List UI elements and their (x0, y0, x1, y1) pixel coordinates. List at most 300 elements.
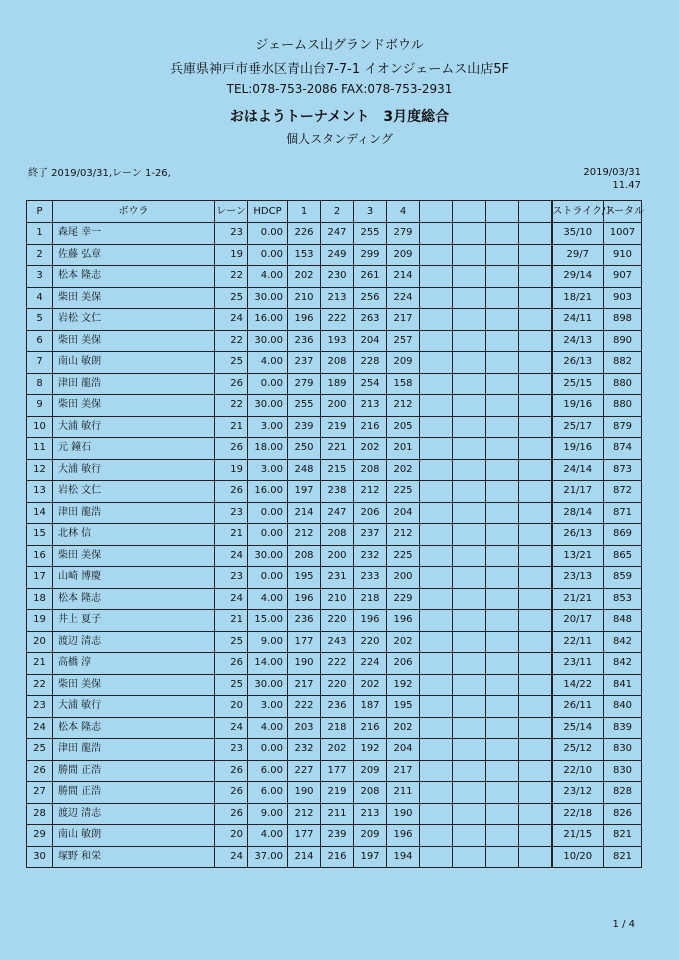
rank-cell: 12 (27, 459, 53, 481)
game-3-cell: 237 (354, 524, 387, 546)
venue-name: ジェームス山グランドボウル (255, 38, 424, 53)
game-1-cell: 196 (288, 588, 321, 610)
empty-game-cell (486, 567, 519, 589)
empty-game-cell (519, 266, 552, 288)
table-row (27, 438, 642, 460)
bowler-name-cell: 柴田 美保 (53, 395, 215, 417)
empty-game-cell (486, 610, 519, 632)
bowler-name-cell: 勝間 正浩 (53, 782, 215, 804)
lane-cell: 22 (215, 395, 248, 417)
strike-spare-cell: 21/21 (552, 588, 604, 610)
strike-spare-cell: 23/12 (552, 782, 604, 804)
rank-cell: 28 (27, 803, 53, 825)
empty-game-cell (486, 244, 519, 266)
empty-game-cell (453, 373, 486, 395)
standings-table (26, 200, 642, 868)
empty-game-cell (420, 696, 453, 718)
bowler-name-cell: 元 鐘石 (53, 438, 215, 460)
empty-game-cell (420, 416, 453, 438)
table-row (27, 717, 642, 739)
rank-cell: 8 (27, 373, 53, 395)
hdcp-cell: 18.00 (248, 438, 288, 460)
empty-game-cell (519, 502, 552, 524)
empty-game-cell (519, 309, 552, 331)
lane-cell: 19 (215, 244, 248, 266)
column-header: 2 (321, 201, 354, 223)
strike-spare-cell: 20/17 (552, 610, 604, 632)
game-4-cell: 194 (387, 846, 420, 868)
game-2-cell: 222 (321, 309, 354, 331)
game-4-cell: 158 (387, 373, 420, 395)
empty-game-cell (453, 545, 486, 567)
game-3-cell: 206 (354, 502, 387, 524)
hdcp-cell: 14.00 (248, 653, 288, 675)
game-2-cell: 220 (321, 674, 354, 696)
game-4-cell: 205 (387, 416, 420, 438)
lane-cell: 25 (215, 674, 248, 696)
table-row (27, 696, 642, 718)
empty-game-cell (420, 825, 453, 847)
game-1-cell: 210 (288, 287, 321, 309)
rank-cell: 24 (27, 717, 53, 739)
rank-cell: 15 (27, 524, 53, 546)
hdcp-cell: 6.00 (248, 782, 288, 804)
lane-cell: 25 (215, 352, 248, 374)
empty-game-cell (453, 674, 486, 696)
bowler-name-cell: 岩松 文仁 (53, 309, 215, 331)
total-cell: 874 (604, 438, 642, 460)
empty-game-cell (453, 416, 486, 438)
empty-game-cell (453, 352, 486, 374)
empty-game-cell (519, 588, 552, 610)
table-row (27, 352, 642, 374)
empty-game-cell (519, 782, 552, 804)
lane-cell: 25 (215, 631, 248, 653)
rank-cell: 21 (27, 653, 53, 675)
table-row (27, 825, 642, 847)
table-row (27, 588, 642, 610)
lane-cell: 21 (215, 416, 248, 438)
game-3-cell: 220 (354, 631, 387, 653)
empty-game-cell (486, 760, 519, 782)
column-header: 4 (387, 201, 420, 223)
game-3-cell: 224 (354, 653, 387, 675)
rank-cell: 5 (27, 309, 53, 331)
table-row (27, 803, 642, 825)
total-cell: 830 (604, 739, 642, 761)
empty-game-cell (420, 309, 453, 331)
game-2-cell: 220 (321, 610, 354, 632)
empty-game-cell (486, 696, 519, 718)
game-3-cell: 212 (354, 481, 387, 503)
total-cell: 830 (604, 760, 642, 782)
empty-game-cell (420, 610, 453, 632)
strike-spare-cell: 22/18 (552, 803, 604, 825)
rank-cell: 27 (27, 782, 53, 804)
game-3-cell: 208 (354, 782, 387, 804)
game-4-cell: 201 (387, 438, 420, 460)
game-3-cell: 218 (354, 588, 387, 610)
table-row (27, 674, 642, 696)
end-info: 終了 2019/03/31,レーン 1-26, (28, 168, 171, 179)
empty-game-cell (453, 717, 486, 739)
hdcp-cell: 4.00 (248, 352, 288, 374)
empty-game-cell (453, 760, 486, 782)
column-header: 1 (288, 201, 321, 223)
empty-game-cell (453, 438, 486, 460)
lane-cell: 23 (215, 502, 248, 524)
rank-cell: 18 (27, 588, 53, 610)
rank-cell: 16 (27, 545, 53, 567)
game-3-cell: 202 (354, 674, 387, 696)
empty-game-cell (486, 438, 519, 460)
bowler-name-cell: 柴田 美保 (53, 287, 215, 309)
empty-game-cell (519, 287, 552, 309)
strike-spare-cell: 13/21 (552, 545, 604, 567)
empty-game-cell (486, 717, 519, 739)
game-2-cell: 213 (321, 287, 354, 309)
total-cell: 890 (604, 330, 642, 352)
empty-game-cell (453, 610, 486, 632)
bowler-name-cell: 大浦 敏行 (53, 696, 215, 718)
game-4-cell: 224 (387, 287, 420, 309)
total-cell: 828 (604, 782, 642, 804)
game-4-cell: 209 (387, 352, 420, 374)
game-2-cell: 208 (321, 352, 354, 374)
game-4-cell: 195 (387, 696, 420, 718)
game-3-cell: 216 (354, 416, 387, 438)
game-2-cell: 208 (321, 524, 354, 546)
empty-game-cell (519, 395, 552, 417)
hdcp-cell: 0.00 (248, 739, 288, 761)
empty-game-cell (519, 803, 552, 825)
total-cell: 865 (604, 545, 642, 567)
game-1-cell: 203 (288, 717, 321, 739)
empty-game-cell (420, 223, 453, 245)
empty-game-cell (486, 631, 519, 653)
total-cell: 821 (604, 846, 642, 868)
empty-game-cell (486, 825, 519, 847)
total-cell: 821 (604, 825, 642, 847)
table-row (27, 287, 642, 309)
strike-spare-cell: 19/16 (552, 438, 604, 460)
game-1-cell: 214 (288, 846, 321, 868)
strike-spare-cell: 29/14 (552, 266, 604, 288)
empty-game-cell (420, 330, 453, 352)
empty-game-cell (486, 674, 519, 696)
total-cell: 826 (604, 803, 642, 825)
rank-cell: 17 (27, 567, 53, 589)
game-4-cell: 217 (387, 309, 420, 331)
lane-cell: 24 (215, 846, 248, 868)
column-header (519, 201, 552, 223)
empty-game-cell (519, 696, 552, 718)
game-4-cell: 217 (387, 760, 420, 782)
game-2-cell: 177 (321, 760, 354, 782)
empty-game-cell (519, 567, 552, 589)
total-cell: 859 (604, 567, 642, 589)
empty-game-cell (420, 803, 453, 825)
empty-game-cell (519, 330, 552, 352)
empty-game-cell (420, 588, 453, 610)
bowler-name-cell: 森尾 幸一 (53, 223, 215, 245)
empty-game-cell (486, 782, 519, 804)
bowler-name-cell: 松本 隆志 (53, 588, 215, 610)
lane-cell: 26 (215, 653, 248, 675)
rank-cell: 1 (27, 223, 53, 245)
total-cell: 898 (604, 309, 642, 331)
hdcp-cell: 0.00 (248, 244, 288, 266)
game-3-cell: 209 (354, 825, 387, 847)
game-4-cell: 225 (387, 481, 420, 503)
lane-cell: 24 (215, 309, 248, 331)
empty-game-cell (420, 524, 453, 546)
game-2-cell: 202 (321, 739, 354, 761)
hdcp-cell: 30.00 (248, 674, 288, 696)
game-1-cell: 279 (288, 373, 321, 395)
empty-game-cell (420, 631, 453, 653)
game-3-cell: 196 (354, 610, 387, 632)
empty-game-cell (519, 244, 552, 266)
game-4-cell: 202 (387, 631, 420, 653)
table-row (27, 567, 642, 589)
hdcp-cell: 37.00 (248, 846, 288, 868)
empty-game-cell (420, 395, 453, 417)
table-row (27, 782, 642, 804)
rank-cell: 9 (27, 395, 53, 417)
empty-game-cell (519, 760, 552, 782)
strike-spare-cell: 24/13 (552, 330, 604, 352)
rank-cell: 4 (27, 287, 53, 309)
game-1-cell: 212 (288, 803, 321, 825)
hdcp-cell: 0.00 (248, 223, 288, 245)
strike-spare-cell: 21/15 (552, 825, 604, 847)
game-1-cell: 255 (288, 395, 321, 417)
rank-cell: 20 (27, 631, 53, 653)
game-3-cell: 232 (354, 545, 387, 567)
rank-cell: 14 (27, 502, 53, 524)
total-cell: 869 (604, 524, 642, 546)
empty-game-cell (486, 223, 519, 245)
table-row (27, 653, 642, 675)
strike-spare-cell: 10/20 (552, 846, 604, 868)
hdcp-cell: 16.00 (248, 481, 288, 503)
strike-spare-cell: 21/17 (552, 481, 604, 503)
empty-game-cell (453, 653, 486, 675)
game-1-cell: 222 (288, 696, 321, 718)
empty-game-cell (420, 502, 453, 524)
empty-game-cell (486, 545, 519, 567)
game-2-cell: 238 (321, 481, 354, 503)
game-3-cell: 187 (354, 696, 387, 718)
game-2-cell: 231 (321, 567, 354, 589)
game-1-cell: 248 (288, 459, 321, 481)
game-3-cell: 254 (354, 373, 387, 395)
game-1-cell: 197 (288, 481, 321, 503)
table-row (27, 760, 642, 782)
empty-game-cell (453, 782, 486, 804)
total-cell: 907 (604, 266, 642, 288)
total-cell: 871 (604, 502, 642, 524)
empty-game-cell (420, 653, 453, 675)
empty-game-cell (420, 438, 453, 460)
empty-game-cell (486, 846, 519, 868)
bowler-name-cell: 南山 敏朗 (53, 352, 215, 374)
strike-spare-cell: 25/15 (552, 373, 604, 395)
game-3-cell: 263 (354, 309, 387, 331)
rank-cell: 6 (27, 330, 53, 352)
empty-game-cell (486, 739, 519, 761)
lane-cell: 23 (215, 567, 248, 589)
empty-game-cell (420, 760, 453, 782)
hdcp-cell: 9.00 (248, 803, 288, 825)
game-4-cell: 192 (387, 674, 420, 696)
strike-spare-cell: 22/11 (552, 631, 604, 653)
game-4-cell: 200 (387, 567, 420, 589)
hdcp-cell: 0.00 (248, 567, 288, 589)
game-1-cell: 153 (288, 244, 321, 266)
empty-game-cell (453, 330, 486, 352)
lane-cell: 24 (215, 717, 248, 739)
game-2-cell: 216 (321, 846, 354, 868)
lane-cell: 19 (215, 459, 248, 481)
lane-cell: 26 (215, 438, 248, 460)
empty-game-cell (486, 416, 519, 438)
empty-game-cell (453, 588, 486, 610)
hdcp-cell: 4.00 (248, 266, 288, 288)
hdcp-cell: 30.00 (248, 545, 288, 567)
empty-game-cell (486, 803, 519, 825)
bowler-name-cell: 津田 龍浩 (53, 373, 215, 395)
report-subtitle: 個人スタンディング (286, 132, 393, 146)
lane-cell: 20 (215, 825, 248, 847)
hdcp-cell: 0.00 (248, 502, 288, 524)
empty-game-cell (453, 502, 486, 524)
strike-spare-cell: 25/12 (552, 739, 604, 761)
game-3-cell: 213 (354, 803, 387, 825)
lane-cell: 23 (215, 223, 248, 245)
empty-game-cell (519, 481, 552, 503)
total-cell: 841 (604, 674, 642, 696)
rank-cell: 23 (27, 696, 53, 718)
bowler-name-cell: 津田 龍浩 (53, 739, 215, 761)
game-3-cell: 255 (354, 223, 387, 245)
game-3-cell: 299 (354, 244, 387, 266)
game-1-cell: 177 (288, 825, 321, 847)
game-4-cell: 202 (387, 717, 420, 739)
game-2-cell: 236 (321, 696, 354, 718)
game-4-cell: 212 (387, 524, 420, 546)
game-4-cell: 214 (387, 266, 420, 288)
game-3-cell: 202 (354, 438, 387, 460)
bowler-name-cell: 柴田 美保 (53, 545, 215, 567)
empty-game-cell (519, 352, 552, 374)
empty-game-cell (453, 266, 486, 288)
game-2-cell: 221 (321, 438, 354, 460)
hdcp-cell: 30.00 (248, 287, 288, 309)
total-cell: 873 (604, 459, 642, 481)
empty-game-cell (453, 395, 486, 417)
rank-cell: 29 (27, 825, 53, 847)
empty-game-cell (519, 653, 552, 675)
table-row (27, 524, 642, 546)
empty-game-cell (519, 459, 552, 481)
game-1-cell: 227 (288, 760, 321, 782)
hdcp-cell: 3.00 (248, 459, 288, 481)
empty-game-cell (519, 223, 552, 245)
strike-spare-cell: 24/11 (552, 309, 604, 331)
game-3-cell: 204 (354, 330, 387, 352)
rank-cell: 25 (27, 739, 53, 761)
game-4-cell: 229 (387, 588, 420, 610)
empty-game-cell (486, 309, 519, 331)
game-3-cell: 209 (354, 760, 387, 782)
game-1-cell: 237 (288, 352, 321, 374)
rank-cell: 10 (27, 416, 53, 438)
empty-game-cell (486, 481, 519, 503)
game-4-cell: 257 (387, 330, 420, 352)
rank-cell: 2 (27, 244, 53, 266)
table-row (27, 502, 642, 524)
game-2-cell: 200 (321, 545, 354, 567)
game-3-cell: 192 (354, 739, 387, 761)
game-1-cell: 250 (288, 438, 321, 460)
empty-game-cell (420, 846, 453, 868)
column-header: P (27, 201, 53, 223)
empty-game-cell (453, 309, 486, 331)
empty-game-cell (420, 266, 453, 288)
lane-cell: 24 (215, 588, 248, 610)
lane-cell: 26 (215, 373, 248, 395)
table-row (27, 739, 642, 761)
table-row (27, 373, 642, 395)
hdcp-cell: 0.00 (248, 524, 288, 546)
empty-game-cell (420, 545, 453, 567)
venue-address: 兵庫県神戸市垂水区青山台7-7-1 イオンジェームス山店5F (169, 62, 510, 77)
total-cell: 872 (604, 481, 642, 503)
bowler-name-cell: 渡辺 清志 (53, 803, 215, 825)
bowler-name-cell: 大浦 敏行 (53, 416, 215, 438)
bowler-name-cell: 南山 敏朗 (53, 825, 215, 847)
lane-cell: 24 (215, 545, 248, 567)
bowler-name-cell: 大浦 敏行 (53, 459, 215, 481)
empty-game-cell (486, 352, 519, 374)
strike-spare-cell: 29/7 (552, 244, 604, 266)
game-2-cell: 249 (321, 244, 354, 266)
empty-game-cell (486, 287, 519, 309)
hdcp-cell: 3.00 (248, 696, 288, 718)
game-2-cell: 211 (321, 803, 354, 825)
empty-game-cell (486, 653, 519, 675)
empty-game-cell (453, 244, 486, 266)
empty-game-cell (453, 739, 486, 761)
empty-game-cell (420, 352, 453, 374)
bowler-name-cell: 北林 信 (53, 524, 215, 546)
empty-game-cell (486, 524, 519, 546)
hdcp-cell: 3.00 (248, 416, 288, 438)
game-2-cell: 193 (321, 330, 354, 352)
strike-spare-cell: 26/13 (552, 352, 604, 374)
table-row (27, 459, 642, 481)
total-cell: 842 (604, 653, 642, 675)
game-4-cell: 206 (387, 653, 420, 675)
game-1-cell: 196 (288, 309, 321, 331)
lane-cell: 22 (215, 266, 248, 288)
total-cell: 903 (604, 287, 642, 309)
empty-game-cell (420, 739, 453, 761)
game-2-cell: 200 (321, 395, 354, 417)
empty-game-cell (453, 459, 486, 481)
